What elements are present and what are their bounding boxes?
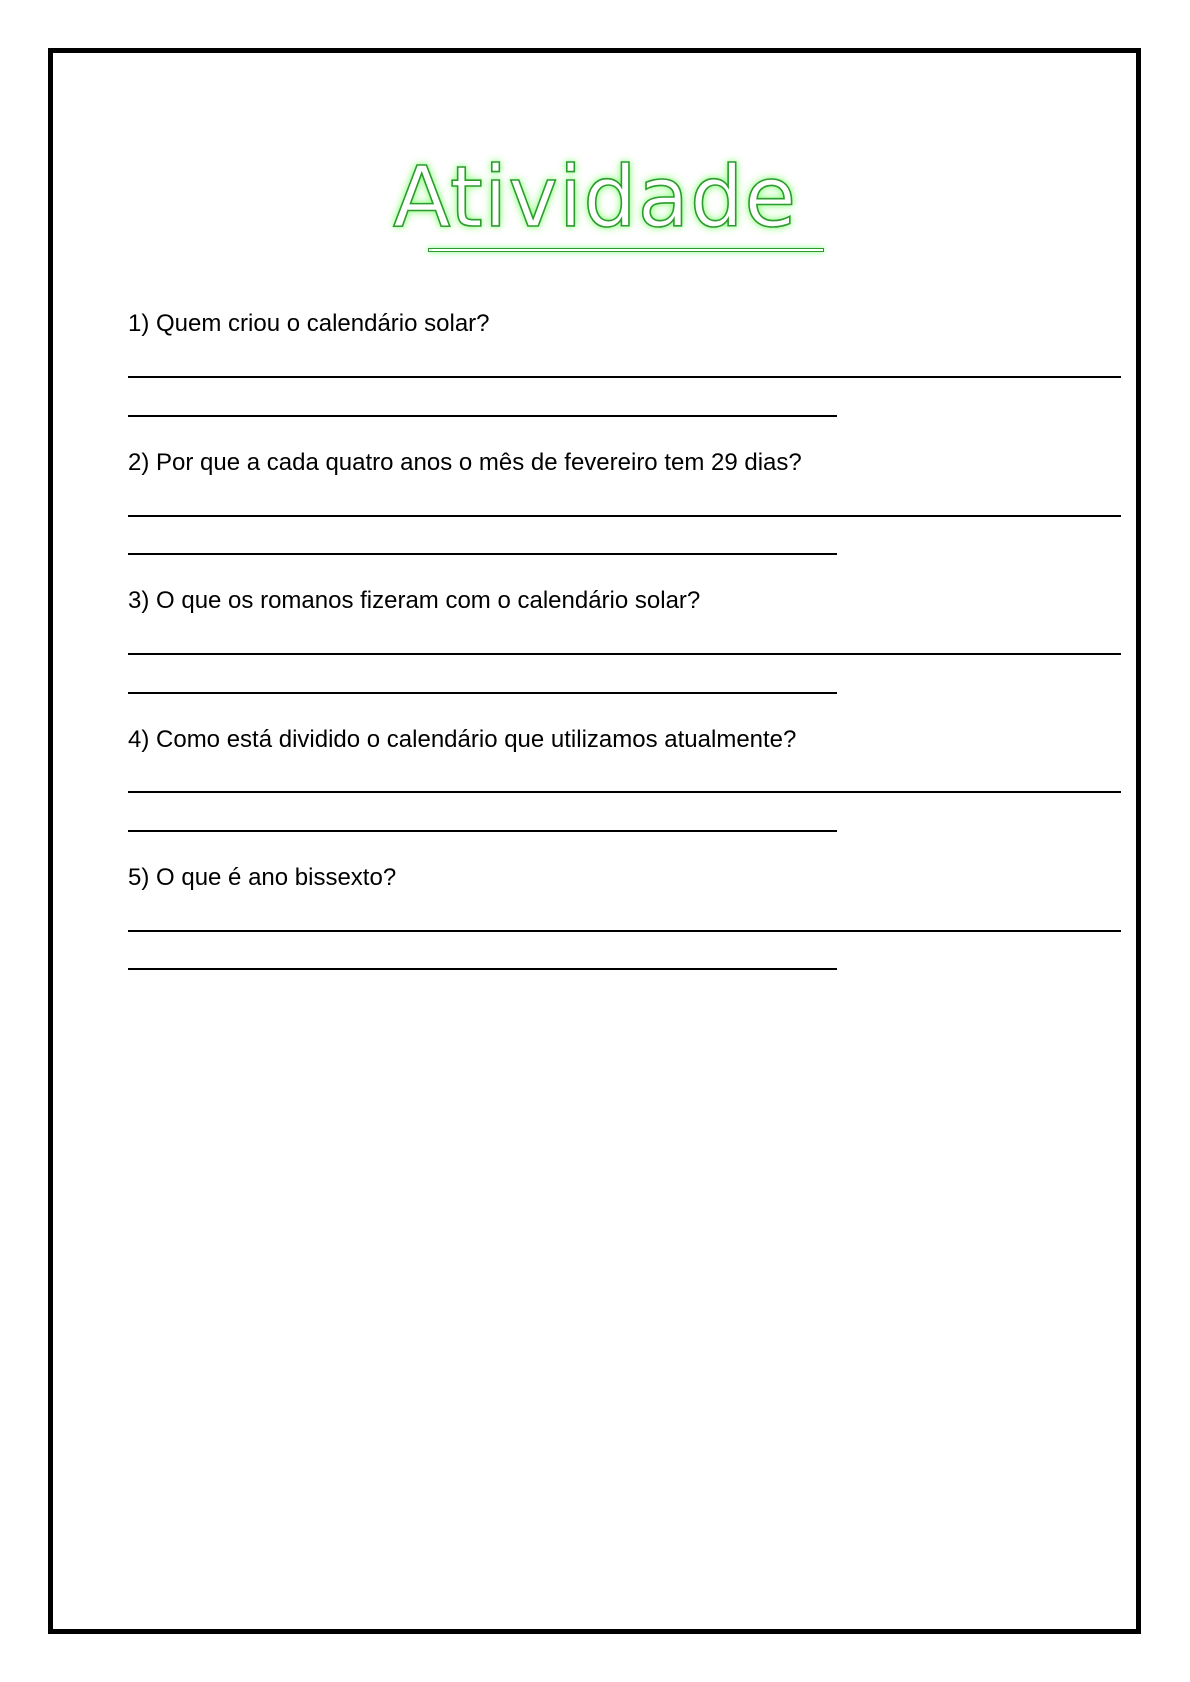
question-2: 2) Por que a cada quatro anos o mês de fevereiro tem 29 dias? [128, 449, 802, 476]
answer-line-4a[interactable] [128, 791, 1121, 793]
question-1: 1) Quem criou o calendário solar? [128, 310, 490, 337]
question-5: 5) O que é ano bissexto? [128, 864, 397, 891]
answer-line-1a[interactable] [128, 376, 1121, 378]
answer-line-5a[interactable] [128, 930, 1121, 932]
page-border [48, 48, 1141, 1634]
answer-line-5b[interactable] [128, 968, 837, 970]
question-3: 3) O que os romanos fizeram com o calendário solar? [128, 587, 701, 614]
answer-line-3a[interactable] [128, 653, 1121, 655]
answer-line-4b[interactable] [128, 830, 837, 832]
page-title: Atividade [392, 148, 798, 246]
question-4: 4) Como está dividido o calendário que utilizamos atualmente? [128, 726, 797, 753]
title-underline [428, 248, 824, 252]
answer-line-3b[interactable] [128, 692, 837, 694]
answer-line-2b[interactable] [128, 553, 837, 555]
answer-line-2a[interactable] [128, 515, 1121, 517]
answer-line-1b[interactable] [128, 415, 837, 417]
